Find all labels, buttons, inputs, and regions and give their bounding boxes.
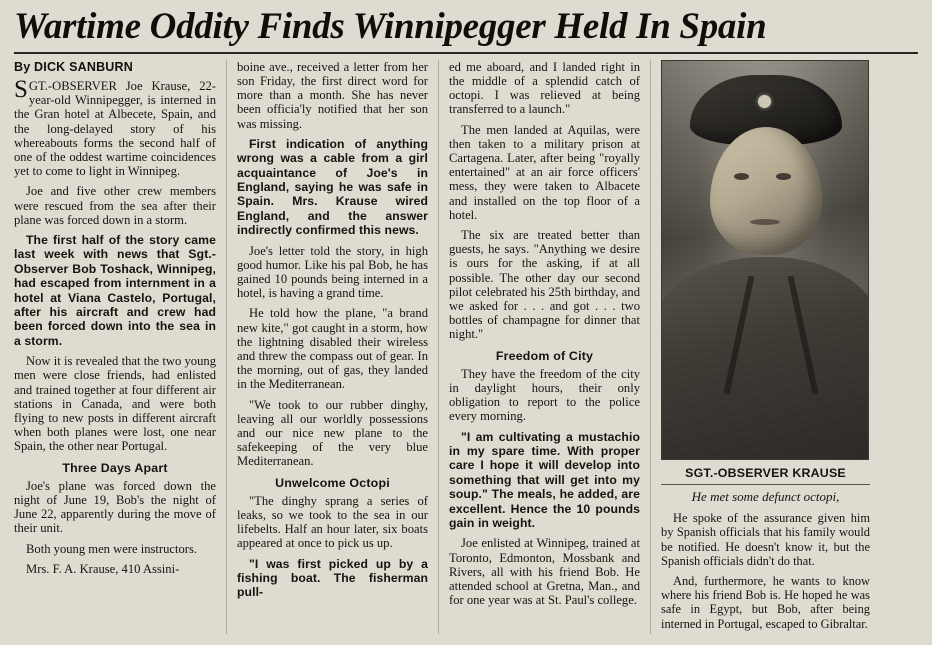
paragraph: Now it is revealed that the two young men were close friends, had enlisted and trained together at four different air stations in Canada, and were both flying to new posts in different aircraft when both planes were lost, one near Spain, the other near Portugal. <box>14 354 216 454</box>
paragraph: "The dinghy sprang a series of leaks, so we took to the sea in our lifebelts. Half an hour later, six boats appeared at once to pick us up. <box>237 493 428 551</box>
paragraph: The men landed at Aquilas, were then taken to a military prison at Cartagena. Later, after being "royally entertained" at an air force officers' mess, they were taken to Albacete and installed on the top floor of a hotel. <box>449 122 640 222</box>
paragraph-text: GT.-OBSERVER Joe Krause, 22-year-old Winnipegger, is interned in the Gran hotel at Albecete, Spain, and the long-delayed story of his whereabouts forms the second half of one of the oddest wartime coincidences yet to come to light in Winnipeg. <box>14 78 216 179</box>
paragraph: The six are treated better than guests, he says. "Anything we desire is ours for the asking, if at all possible. The other day our second pilot celebrated his 25th birthday, and we asked for . . . and got . . . two bottles of champagne for dinner that night." <box>449 227 640 342</box>
subheading: Three Days Apart <box>62 460 168 475</box>
headline-area <box>0 0 932 48</box>
page-title: Wartime Oddity Finds Winnipegger Held In Spain <box>14 6 767 47</box>
paragraph-emphasis: First indication of anything wrong was a cable from a girl acquaintance of Joe's in England, saying he was safe in Spain. Mrs. Krause wired England, and the answer indirectly confirmed this news. <box>237 136 428 238</box>
portrait-photo <box>661 60 869 460</box>
photo-grain-overlay <box>662 61 868 459</box>
subheading: Unwelcome Octopi <box>275 475 390 490</box>
drop-cap: S <box>14 75 28 103</box>
caption-divider <box>661 484 870 485</box>
article-columns <box>0 54 932 634</box>
column-2 <box>226 60 438 634</box>
subheading: Freedom of City <box>495 348 594 363</box>
paragraph: Joe enlisted at Winnipeg, trained at Toronto, Edmonton, Mossbank and Rivers, all with his friend Bob. He attended school at Gretna, Man., and for one year was at St. Paul's college. <box>449 536 640 608</box>
paragraph: And, furthermore, he wants to know where his friend Bob is. He hoped he was safe in Egypt, but Bob, after being interned in Portugal, escaped to Gibraltar. <box>661 573 870 631</box>
column-1 <box>14 60 226 634</box>
column-4-photo <box>650 60 870 634</box>
paragraph: ed me aboard, and I landed right in the middle of a splendid catch of octopi. I was relieved at being transferred to a launch." <box>449 59 640 117</box>
paragraph: He told how the plane, "a brand new kite," got caught in a storm, how the lightning disabled their wireless and threw the compass out of gear. In the morning, out of gas, they landed in the Mediterranean. <box>237 306 428 392</box>
paragraph: "We took to our rubber dinghy, leaving all our worldly possessions and our nice new plane to the safekeeping of the very blue Mediterranean. <box>237 397 428 469</box>
paragraph <box>14 75 216 179</box>
paragraph: Mrs. F. A. Krause, 410 Assini- <box>26 561 180 576</box>
paragraph: Joe and five other crew members were rescued from the sea after their plane was forced down in a storm. <box>14 184 216 227</box>
paragraph-emphasis: The first half of the story came last week with news that Sgt.-Observer Bob Toshack, Winnipeg, had escaped from internment in a hotel at Viana Castelo, Portugal, after his aircraft and crew had been forced down into the sea in a storm. <box>14 232 216 348</box>
column-3 <box>438 60 650 634</box>
byline: By DICK SANBURN <box>14 59 133 74</box>
paragraph: Joe's letter told the story, in high good humor. Like his pal Bob, he has gained 10 pounds being interned in a hotel, is having a grand time. <box>237 243 428 301</box>
paragraph: He spoke of the assurance given him by Spanish officials that his family would be notified. He doesn't know it, but the Spanish officials didn't do that. <box>661 511 870 568</box>
photo-caption: SGT.-OBSERVER KRAUSE <box>685 465 846 480</box>
paragraph-emphasis: "I was first picked up by a fishing boat. The fisherman pull- <box>237 556 428 600</box>
paragraph: boine ave., received a letter from her son Friday, the first direct word for more than a month. She has never been officia'ly notified that her son was missing. <box>237 59 428 131</box>
paragraph: Both young men were instructors. <box>26 541 198 556</box>
photo-subcaption: He met some defunct octopi, <box>691 488 840 504</box>
paragraph: Joe's plane was forced down the night of June 19, Bob's the night of June 22, apparently during the move of their unit. <box>14 478 216 536</box>
paragraph: They have the freedom of the city in daylight hours, their only obligation to report to the police every morning. <box>449 366 640 424</box>
paragraph-emphasis: "I am cultivating a mustachio in my spare time. With proper care I hope it will develop into something that will get into my soup." The meals, he added, are excellent. Hence the 10 pounds gain in weight. <box>449 429 640 531</box>
